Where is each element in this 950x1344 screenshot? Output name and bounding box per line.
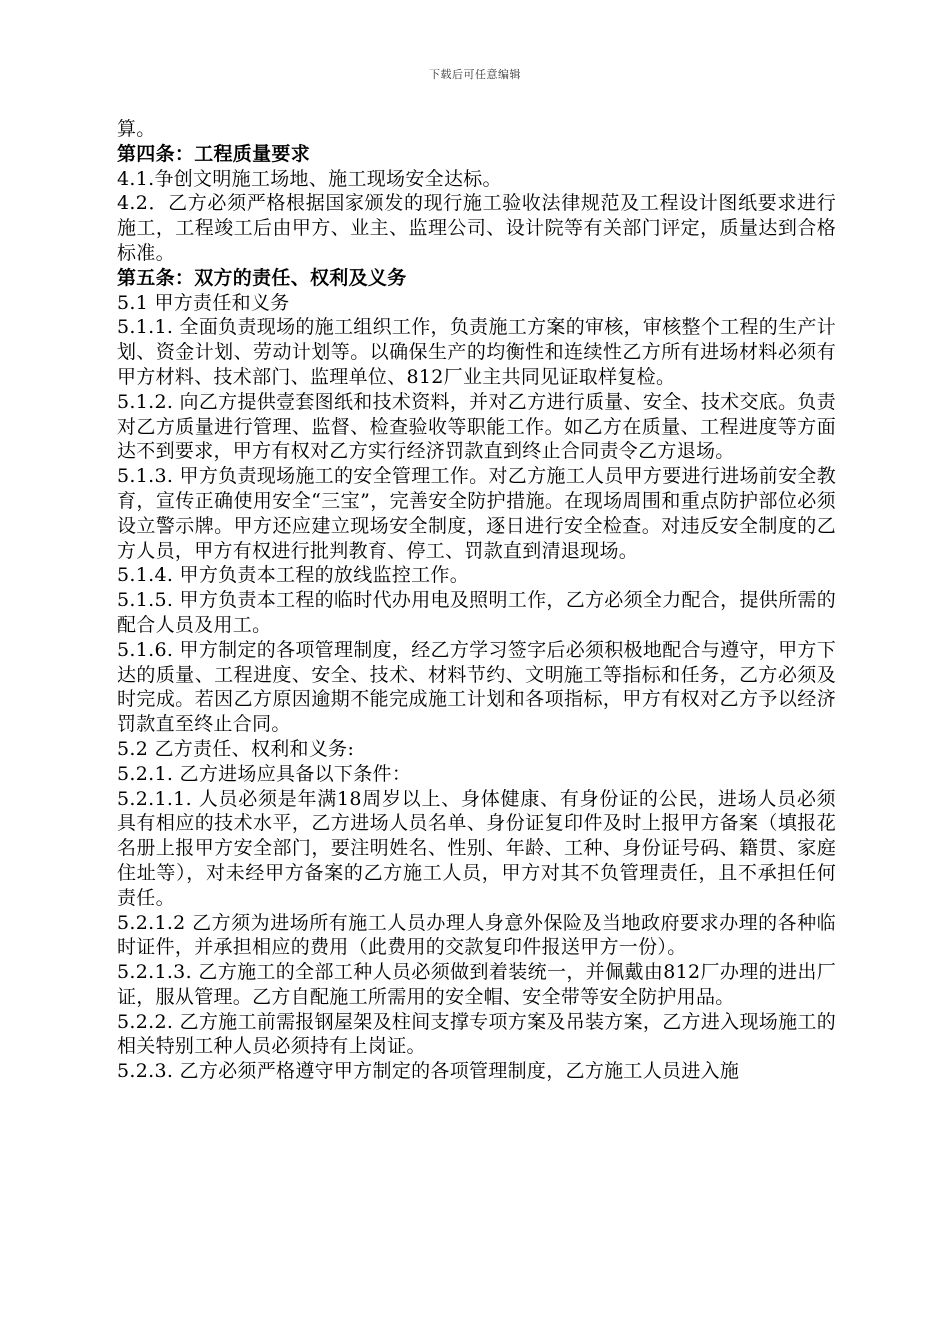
subsection-heading: 5.1 甲方责任和义务 [117,291,290,314]
paragraph: 4.2．乙方必须严格根据国家颁发的现行施工验收法律规范及工程设计图纸要求进行施工，工程竣工后由甲方、业主、监理公司、设计院等有关部门评定，质量达到合格标准。 [117,192,836,264]
paragraph: 5.1.4. 甲方负责本工程的放线监控工作。 [117,564,470,587]
section-heading-5: 第五条：双方的责任、权利及义务 [117,266,407,289]
paragraph: 5.2.1.1. 人员必须是年满18周岁以上、身体健康、有身份证的公民，进场人员必须具有相应的技术水平，乙方进场人员名单、身份证复印件及时上报甲方备案（填报花名册上报甲方安全部门，要注明姓名、性别、年龄、工种、身份证号码、籍贯、家庭住址等），对未经甲方备案的乙方施工人员，甲方对其不负管理责任，且不承担任何责任。 [117,787,836,909]
paragraph: 5.1.5. 甲方负责本工程的临时代办用电及照明工作，乙方必须全力配合，提供所需的配合人员及用工。 [117,589,836,636]
paragraph: 5.2.3. 乙方必须严格遵守甲方制定的各项管理制度，乙方施工人员进入施 [117,1060,740,1083]
paragraph: 5.2.1.3. 乙方施工的全部工种人员必须做到着装统一，并佩戴由812厂办理的进出厂证，服从管理。乙方自配施工所需用的安全帽、安全带等安全防护用品。 [117,961,836,1008]
paragraph: 5.1.1. 全面负责现场的施工组织工作，负责施工方案的审核，审核整个工程的生产计划、资金计划、劳动计划等。以确保生产的均衡性和连续性乙方所有进场材料必须有甲方材料、技术部门、监理单位、812厂业主共同见证取样复检。 [117,316,836,388]
paragraph: 算。 [117,118,156,140]
paragraph: 5.2.2. 乙方施工前需报钢屋架及柱间支撑专项方案及吊装方案，乙方进入现场施工的相关特别工种人员必须持有上岗证。 [117,1010,836,1058]
paragraph: 5.1.2. 向乙方提供壹套图纸和技术资料，并对乙方进行质量、安全、技术交底。负责对乙方质量进行管理、监督、检查验收等职能工作。如乙方在质量、工程进度等方面达不到要求，甲方有权对乙方实行经济罚款直到终止合同责令乙方退场。 [117,390,836,463]
paragraph: 5.2.1.2 乙方须为进场所有施工人员办理人身意外保险及当地政府要求办理的各种临时证件，并承担相应的费用（此费用的交款复印件报送甲方一份）。 [117,911,836,959]
paragraph: 4.1.争创文明施工场地、施工现场安全达标。 [117,167,502,190]
paragraph: 5.2.1. 乙方进场应具备以下条件： [117,762,412,785]
page-header: 下载后可任意编辑 [429,68,521,81]
paragraph: 5.1.3. 甲方负责现场施工的安全管理工作。对乙方施工人员甲方要进行进场前安全教育，宣传正确使用安全“三宝”，完善安全防护措施。在现场周围和重点防护部位必须设立警示牌。甲方还应建立现场安全制度，逐日进行安全检查。对违反安全制度的乙方人员，甲方有权进行批判教育、停工、罚款直到清退现场。 [117,465,836,562]
document-body [117,117,836,1084]
section-heading-4: 第四条：工程质量要求 [117,142,311,165]
subsection-heading: 5.2 乙方责任、权利和义务: [117,737,355,760]
paragraph: 5.1.6. 甲方制定的各项管理制度，经乙方学习签字后必须积极地配合与遵守，甲方下达的质量、工程进度、安全、技术、材料节约、文明施工等指标和任务，乙方必须及时完成。若因乙方原因逾期不能完成施工计划和各项指标，甲方有权对乙方予以经济罚款直至终止合同。 [117,638,836,736]
